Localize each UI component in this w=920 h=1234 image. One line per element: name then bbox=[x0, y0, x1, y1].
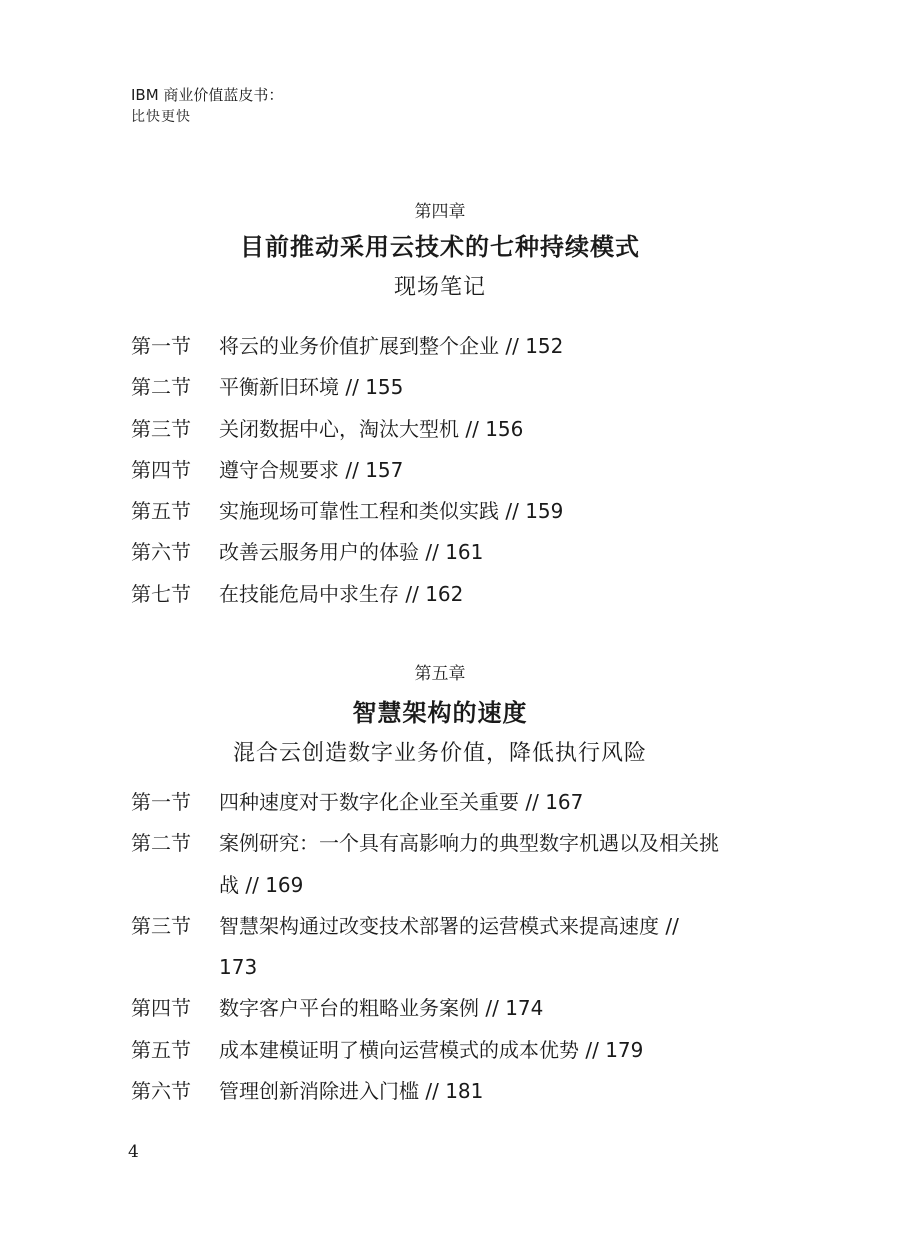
section-number: 第六节 bbox=[131, 540, 191, 565]
section-title: 案例研究：一个具有高影响力的典型数字机遇以及相关挑战 // 169 bbox=[219, 831, 719, 897]
section-title: 四种速度对于数字化企业至关重要 // 167 bbox=[219, 790, 584, 814]
chapter-title: 目前推动采用云技术的七种持续模式 bbox=[240, 232, 640, 261]
chapter-label: 第四章 bbox=[414, 202, 466, 222]
toc-entry[interactable] bbox=[131, 782, 721, 823]
section-number: 第一节 bbox=[131, 334, 191, 358]
book-title: 比快更快 bbox=[131, 109, 191, 125]
section-title: 智慧架构通过改变技术部署的运营模式来提高速度 // 173 bbox=[219, 913, 679, 980]
section-number: 第三节 bbox=[131, 913, 191, 938]
section-number: 第四节 bbox=[131, 457, 191, 482]
toc-entry[interactable] bbox=[131, 823, 721, 906]
section-title: 平衡新旧环境 // 155 bbox=[219, 375, 404, 400]
chapter-4-heading bbox=[0, 200, 880, 304]
section-number: 第六节 bbox=[131, 1079, 191, 1104]
toc-entry[interactable] bbox=[131, 574, 771, 615]
section-title: 关闭数据中心，淘汰大型机 // 156 bbox=[219, 416, 524, 441]
section-number: 第二节 bbox=[131, 831, 191, 856]
section-number: 第五节 bbox=[131, 499, 191, 524]
section-number: 第五节 bbox=[131, 1037, 191, 1062]
running-header bbox=[131, 84, 283, 128]
section-title: 实施现场可靠性工程和类似实践 // 159 bbox=[219, 499, 564, 524]
toc-entry[interactable] bbox=[131, 367, 771, 408]
toc-entry[interactable] bbox=[131, 906, 721, 989]
toc-entry[interactable] bbox=[131, 450, 771, 491]
section-number: 第七节 bbox=[131, 581, 191, 606]
toc-entry[interactable] bbox=[131, 491, 771, 532]
section-title: 数字客户平台的粗略业务案例 // 174 bbox=[219, 996, 544, 1021]
section-title: 改善云服务用户的体验 // 161 bbox=[219, 540, 484, 565]
page-number: 4 bbox=[128, 1142, 139, 1162]
toc-entry[interactable] bbox=[131, 532, 771, 573]
section-number: 第三节 bbox=[131, 416, 191, 441]
chapter-5-heading bbox=[0, 662, 880, 770]
section-title: 成本建模证明了横向运营模式的成本优势 // 179 bbox=[219, 1037, 644, 1062]
book-series-title: IBM 商业价值蓝皮书： bbox=[131, 86, 284, 104]
section-number: 第二节 bbox=[131, 375, 191, 400]
chapter-subtitle: 混合云创造数字业务价值，降低执行风险 bbox=[232, 741, 647, 766]
chapter-5-sections bbox=[131, 782, 721, 1112]
toc-entry[interactable] bbox=[131, 326, 771, 367]
section-title: 管理创新消除进入门槛 // 181 bbox=[219, 1079, 484, 1104]
toc-entry[interactable] bbox=[131, 1030, 721, 1071]
section-title: 将云的业务价值扩展到整个企业 // 152 bbox=[219, 334, 564, 358]
chapter-title: 智慧架构的速度 bbox=[352, 698, 528, 727]
chapter-4-sections bbox=[131, 326, 771, 615]
toc-entry[interactable] bbox=[131, 409, 771, 450]
toc-entry[interactable] bbox=[131, 1071, 721, 1112]
section-number: 第四节 bbox=[131, 996, 191, 1021]
chapter-subtitle: 现场笔记 bbox=[393, 275, 486, 300]
chapter-label: 第五章 bbox=[414, 664, 466, 684]
section-title: 遵守合规要求 // 157 bbox=[219, 457, 404, 482]
section-number: 第一节 bbox=[131, 790, 191, 814]
section-title: 在技能危局中求生存 // 162 bbox=[219, 581, 464, 606]
toc-entry[interactable] bbox=[131, 988, 721, 1029]
